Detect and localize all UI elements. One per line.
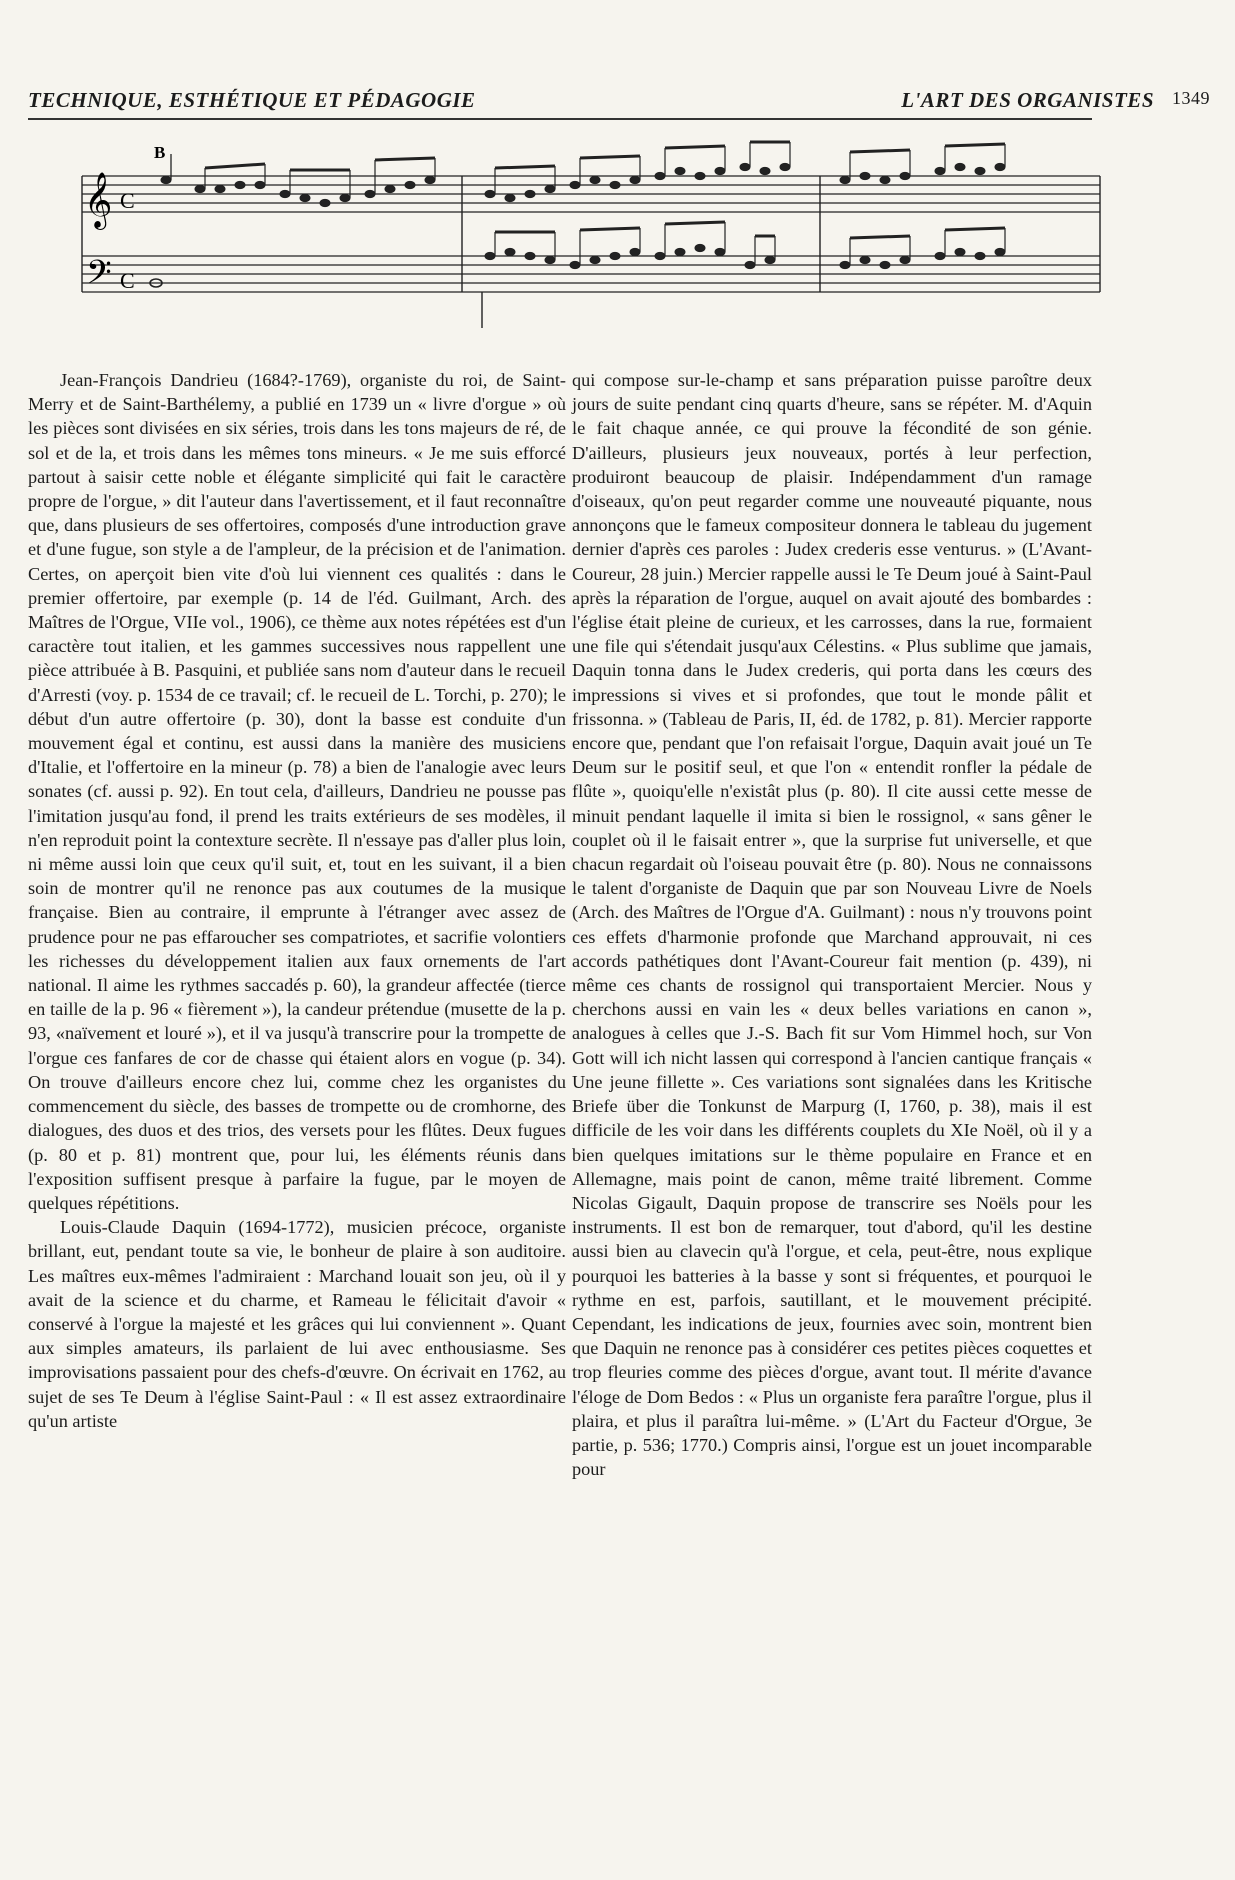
bass-notes [150,222,1005,287]
treble-clef-icon: 𝄞 [84,172,113,228]
paragraph-daquin-continued: qui compose sur-le-champ et sans préparation puisse paroître deux jours de suite pendant cinq quarts d'heure, sans se répéter. M. d'Aquin le fait chaque année, ce qui prouve la fécondité de son génie. D'ailleurs, plusieurs jeux nouveaux, portés à leur perfection, produiront beaucoup de plaisir. Indépendamment d'un ramage d'oiseaux, qu'on peut regarder comme une nouveauté piquante, nous annonçons que le fameux compositeur donnera le tableau du jugement dernier d'après ces paroles : Judex crederis esse venturus. » (L'Avant-Coureur, 28 juin.) Mercier rappelle aussi le Te Deum joué à Saint-Paul après la réparation de l'orgue, auquel on avait ajouté des bombardes : l'église était pleine de curieux, et les carrosses, dans la rue, formaient une file qui s'étendait jusqu'aux Célestins. « Plus sublime que jamais, Daquin tonna dans le Judex crederis, qui porta dans les cœurs des impressions si vives et si profondes, que tout le monde pâlit et frissonna. » (Tableau de Paris, II, éd. de 1782, p. 81). Mercier rapporte encore que, pendant que l'on refaisait l'orgue, Daquin avait joué un Te Deum sur le positif seul, et que l'on « entendit ronfler la pédale de flûte », quoiqu'elle n'existât plus (p. 80). Il cite aussi cette messe de minuit pendant laquelle il imita si bien le rossignol, « sans gêner le couplet où il le faisait entrer », que la surprise fut universelle, et que chacun regardait où l'oiseau pouvait être (p. 80). Nous ne connaissons le talent d'organiste de Daquin que par son Nouveau Livre de Noels (Arch. des Maîtres de l'Orgue d'A. Guilmant) : nous n'y trouvons point ces effets d'harmonie profonde que Marchand approuvait, ni ces accords pathétiques dont l'Avant-Coureur fait mention (p. 439), ni même ces chants de rossignol qui transportaient Mercier. Nous y cherchons aussi en vain les « deux belles variations en canon », analogues à celles que J.-S. Bach fit sur Vom Himmel hoch, sur Von Gott will ich nicht lassen qui correspond à l'ancien cantique français « Une jeune fillette ». Ces variations sont signalées dans les Kritische Briefe über die Tonkunst de Marpurg (I, 1760, p. 38), mais il est difficile de les voir dans les différents couplets du XIe Noël, où il y a bien quelques imitations sur le thème populaire en France et en Allemagne, mais point de canon, même traité librement. Comme Nicolas Gigault, Daquin propose de transcrire ses Noëls pour les instruments. Il est bon de remarquer, tout d'abord, qu'il les destine aussi bien au clavecin qu'à l'orgue, et cela, peut-être, nous explique pourquoi les batteries à la basse y sont si fréquentes, et pourquoi le rythme en est, parfois, sautillant, et le mouvement précipité. Cependant, les indications de jeux, fournies avec soin, montrent bien que Daquin ne renonce pas à considérer ces petites pièces coquettes et trop fleuries comme des pièces d'orgue, avant tout. Il mérite d'avance l'éloge de Dom Bedos : « Plus un organiste fera paraître l'orgue, plus il plaira, et plus il paraîtra lui-même. » (L'Art du Facteur d'Orgue, 3e partie, p. 536; 1770.) Compris ainsi, l'orgue est un jouet incomparable pour [572,370,1092,1480]
common-time-icon-bass: C [120,268,135,293]
music-example-label: B [154,143,166,162]
paragraph-daquin: Louis-Claude Daquin (1694-1772), musicien précoce, organiste brillant, eut, pendant toute sa vie, le bonheur de plaire à son auditoire. Les maîtres eux-mêmes l'admiraient : Marchand louait son jeu, où il y avait de la science et du charme, et Rameau le félicitait d'avoir « conservé à l'orgue la majesté et les grâces qui lui conviennent ». Quant aux simples amateurs, ils parlaient de lui avec enthousiasme. Ses improvisations passaient pour des chefs-d'œuvre. On écrivait en 1762, au sujet de ses Te Deum à l'église Saint-Paul : « Il est assez extraordinaire qu'un artiste [28,1217,566,1431]
common-time-icon: C [120,188,135,213]
music-example [70,140,1102,340]
left-column [28,368,566,1433]
paragraph-dandrieu: Jean-François Dandrieu (1684?-1769), organiste du roi, de Saint-Merry et de Saint-Barthélemy, a publié en 1739 un « livre d'orgue » où les pièces sont divisées en six séries, trois dans les tons majeurs de ré, de sol et de la, et trois dans les mêmes tons mineurs. « Je me suis efforcé partout à saisir cette noble et élégante simplicité qui fait le caractère propre de l'orgue, » dit l'auteur dans l'avertissement, et il faut reconnaître que, dans plusieurs de ses offertoires, composés d'une introduction grave et d'une fugue, son style a de l'ampleur, de la précision et de l'animation. Certes, on aperçoit bien vite d'où lui viennent ces qualités : dans le premier offertoire, par exemple (p. 14 de l'éd. Guilmant, Arch. des Maîtres de l'Orgue, VIIe vol., 1906), ce thème aux notes répétées est d'un caractère tout italien, et les gammes successives nous rappellent une pièce attribuée à B. Pasquini, et publiée sans nom d'auteur dans le recueil d'Arresti (voy. p. 1534 de ce travail; cf. le recueil de L. Torchi, p. 270); le début d'un autre offertoire (p. 30), dont la basse est conduite d'un mouvement égal et continu, est aussi dans la manière des musiciens d'Italie, et l'offertoire en la mineur (p. 78) a bien de l'analogie avec leurs sonates (cf. aussi p. 92). En tout cela, d'ailleurs, Dandrieu ne pousse pas l'imitation jusqu'au fond, il prend les traits extérieurs de ses modèles, il n'en reproduit point la contexture secrète. Il n'essaye pas d'aller plus loin, ni même aussi loin que ceux qu'il suit, et, tout en les suivant, il a bien soin de montrer qu'il ne renonce pas aux coutumes de la musique française. Bien au contraire, il emprunte à l'étranger avec assez de prudence pour ne pas effaroucher ses compatriotes, et sacrifie volontiers les richesses du développement italien aux faux ornements de l'art national. Il aime les rythmes saccadés p. 60), la grandeur affectée (tierce en taille de la p. 96 « fièrement »), la candeur prétendue (musette de la p. 93, «naïvement et louré »), et il va jusqu'à transcrire pour la trompette de l'orgue ces fanfares de cor de chasse qui étaient alors en vogue (p. 34). On trouve d'ailleurs encore chez lui, comme chez les organistes du commencement du siècle, des basses de trompette ou de cromhorne, des dialogues, des duos et des trios, des versets pour les flûtes. Deux fugues (p. 80 et p. 81) montrent que, pour lui, les éléments réunis dans l'exposition suffisent presque à parfaire la fugue, par le moyen de quelques répétitions. [28,370,566,1213]
page-number: 1349 [1172,88,1210,108]
treble-notes [161,142,1005,207]
header-rule [28,118,1092,120]
right-column [572,368,1092,1481]
bass-clef-icon: 𝄢 [86,254,112,300]
barlines [82,176,1100,328]
header-right-title: L'ART DES ORGANISTES [901,88,1154,112]
running-header [28,86,1210,116]
header-left-title: TECHNIQUE, ESTHÉTIQUE ET PÉDAGOGIE [28,88,476,112]
